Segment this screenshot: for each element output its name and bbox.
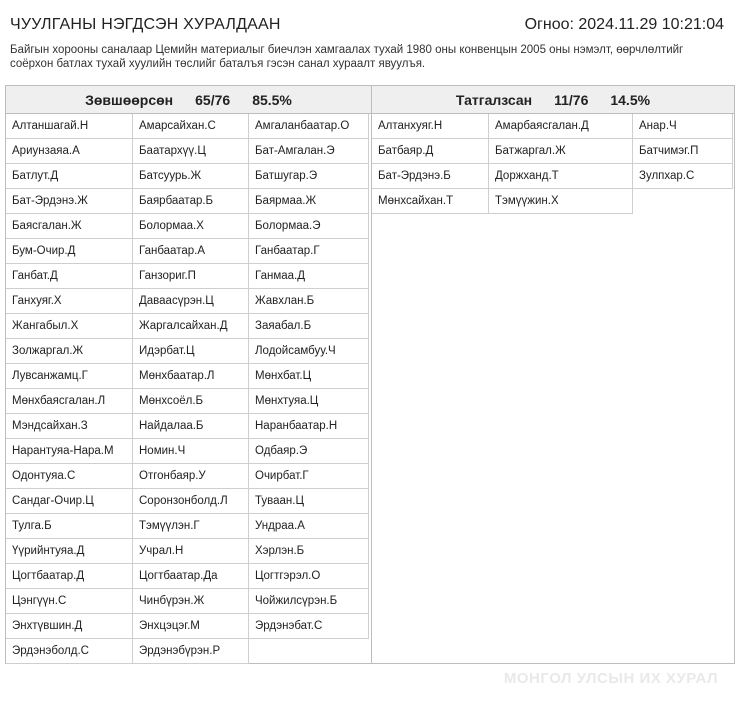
member-name: Зулпхар.С <box>633 164 733 189</box>
member-name: Хэрлэн.Б <box>249 539 369 564</box>
member-name: Ганмаа.Д <box>249 264 369 289</box>
member-name: Бум-Очир.Д <box>6 239 133 264</box>
member-name: Мэндсайхан.З <box>6 414 133 439</box>
member-name: Одбаяр.Э <box>249 439 369 464</box>
member-name: Цогтгэрэл.О <box>249 564 369 589</box>
approve-panel <box>5 85 372 664</box>
member-name: Баясгалан.Ж <box>6 214 133 239</box>
member-name: Ганбат.Д <box>6 264 133 289</box>
member-name: Жангабыл.Х <box>6 314 133 339</box>
member-name: Ариунзаяа.А <box>6 139 133 164</box>
member-name: Баярмаа.Ж <box>249 189 369 214</box>
member-name: Болормаа.Э <box>249 214 369 239</box>
reject-percent: 14.5% <box>610 91 651 108</box>
member-name: Мөнхтуяа.Ц <box>249 389 369 414</box>
member-name: Наранбаатар.Н <box>249 414 369 439</box>
member-name: Баатархүү.Ц <box>133 139 249 164</box>
member-name: Чинбүрэн.Ж <box>133 589 249 614</box>
approve-label: Зөвшөөрсөн <box>85 91 174 108</box>
member-name: Мөнхбаясгалан.Л <box>6 389 133 414</box>
member-name: Мөнхбат.Ц <box>249 364 369 389</box>
member-name: Батлут.Д <box>6 164 133 189</box>
member-name: Баярбаатар.Б <box>133 189 249 214</box>
member-name: Найдалаа.Б <box>133 414 249 439</box>
member-name: Энхцэцэг.М <box>133 614 249 639</box>
member-name: Алтанхуяг.Н <box>372 114 489 139</box>
member-name: Цэнгүүн.С <box>6 589 133 614</box>
member-name: Бат-Амгалан.Э <box>249 139 369 164</box>
member-name: Цогтбаатар.Да <box>133 564 249 589</box>
member-name: Тулга.Б <box>6 514 133 539</box>
member-name: Үүрийнтуяа.Д <box>6 539 133 564</box>
member-name: Амгаланбаатар.О <box>249 114 369 139</box>
member-name: Ганзориг.П <box>133 264 249 289</box>
member-name: Ганхуяг.Х <box>6 289 133 314</box>
member-name: Алтаншагай.Н <box>6 114 133 139</box>
vote-description: Байгын хорооны саналаар Цемийн материалыг биечлэн хамгаалах тухай 1980 оны конвенцын 2005 оны нэмэлт, өөрчлөлтийг соёрхон батлах тухай хуулийн төслийг баталъя гэсэн санал хураалт явуулъя. <box>10 44 684 70</box>
member-name: Амарсайхан.С <box>133 114 249 139</box>
member-name: Бат-Эрдэнэ.Ж <box>6 189 133 214</box>
member-name: Тэмүүлэн.Г <box>133 514 249 539</box>
member-name: Ганбаатар.А <box>133 239 249 264</box>
member-name: Даваасүрэн.Ц <box>133 289 249 314</box>
page-title: ЧУУЛГАНЫ НЭГДСЭН ХУРАЛДААН <box>10 16 281 33</box>
member-name: Жаргалсайхан.Д <box>133 314 249 339</box>
member-name: Эрдэнэбат.С <box>249 614 369 639</box>
member-name: Мөнхсоёл.Б <box>133 389 249 414</box>
member-name: Лодойсамбуу.Ч <box>249 339 369 364</box>
member-name: Ундраа.А <box>249 514 369 539</box>
member-name: Эрдэнэболд.С <box>6 639 133 664</box>
reject-label: Татгалзсан <box>455 91 533 108</box>
member-name: Батчимэг.П <box>633 139 733 164</box>
approve-header <box>6 86 371 114</box>
member-name: Мөнхсайхан.Т <box>372 189 489 214</box>
reject-count: 11/76 <box>554 91 589 108</box>
member-name: Золжаргал.Ж <box>6 339 133 364</box>
member-name: Чойжилсүрэн.Б <box>249 589 369 614</box>
member-name: Отгонбаяр.У <box>133 464 249 489</box>
member-name: Батшугар.Э <box>249 164 369 189</box>
vote-date: Огноо: 2024.11.29 10:21:04 <box>524 16 724 33</box>
member-name: Цогтбаатар.Д <box>6 564 133 589</box>
member-name: Номин.Ч <box>133 439 249 464</box>
member-name: Заяабал.Б <box>249 314 369 339</box>
member-name: Нарантуяа-Нара.М <box>6 439 133 464</box>
member-name: Бат-Эрдэнэ.Б <box>372 164 489 189</box>
reject-header <box>372 86 734 114</box>
member-name: Батжаргал.Ж <box>489 139 633 164</box>
member-name: Учрал.Н <box>133 539 249 564</box>
watermark: МОНГОЛ УЛСЫН ИХ ХУРАЛ <box>503 670 718 687</box>
member-name: Соронзонболд.Л <box>133 489 249 514</box>
member-name: Анар.Ч <box>633 114 733 139</box>
member-name: Батбаяр.Д <box>372 139 489 164</box>
member-name: Энхтүвшин.Д <box>6 614 133 639</box>
reject-panel <box>371 85 735 664</box>
member-name: Лувсанжамц.Г <box>6 364 133 389</box>
member-name: Мөнхбаатар.Л <box>133 364 249 389</box>
member-name: Доржханд.Т <box>489 164 633 189</box>
member-name: Болормаа.Х <box>133 214 249 239</box>
member-name: Эрдэнэбүрэн.Р <box>133 639 249 664</box>
member-name: Сандаг-Очир.Ц <box>6 489 133 514</box>
member-name: Амарбаясгалан.Д <box>489 114 633 139</box>
member-name: Батсуурь.Ж <box>133 164 249 189</box>
member-name: Туваан.Ц <box>249 489 369 514</box>
member-name: Тэмүүжин.Х <box>489 189 633 214</box>
member-name: Ганбаатар.Г <box>249 239 369 264</box>
approve-count: 65/76 <box>195 91 231 108</box>
member-name: Одонтуяа.С <box>6 464 133 489</box>
member-name: Жавхлан.Б <box>249 289 369 314</box>
approve-percent: 85.5% <box>252 91 292 108</box>
approve-names-grid <box>6 114 371 664</box>
member-name: Очирбат.Г <box>249 464 369 489</box>
reject-names-grid <box>372 114 734 214</box>
member-name: Идэрбат.Ц <box>133 339 249 364</box>
